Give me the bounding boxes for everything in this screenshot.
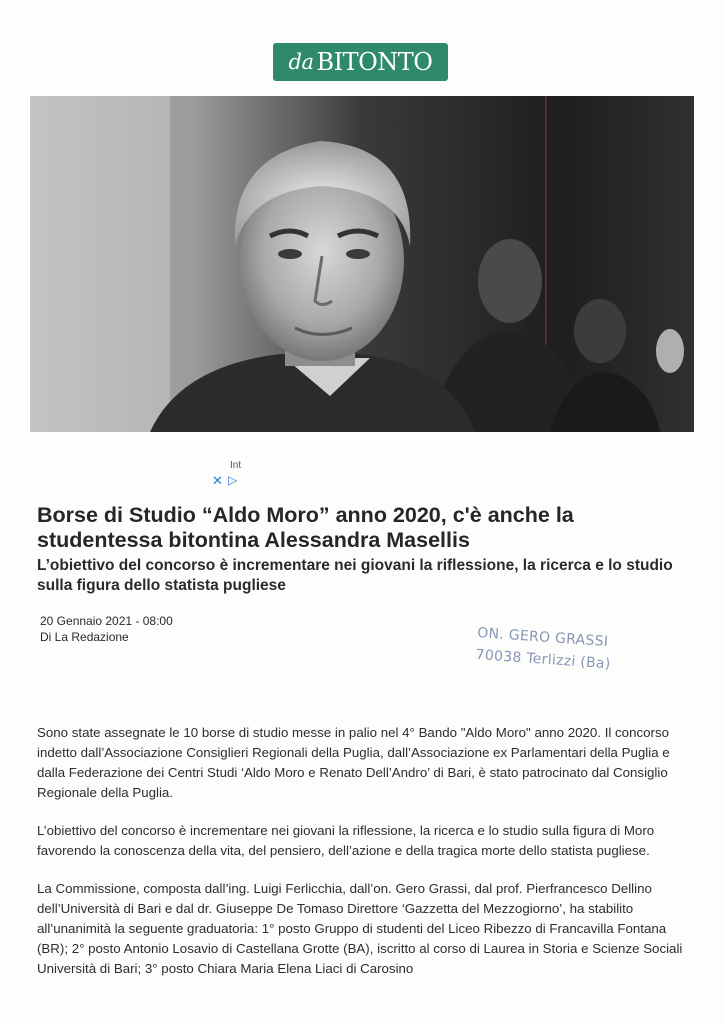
article-headline: Borse di Studio “Aldo Moro” anno 2020, c'è anche la studentessa bitontina Alessandra Masellis: [37, 503, 574, 552]
article-meta: [40, 613, 173, 645]
close-icon[interactable]: ✕: [212, 473, 223, 488]
ad-label: Int: [230, 460, 242, 471]
ad-choices-badge[interactable]: [212, 460, 252, 490]
article-subtitle: L’obiettivo del concorso è incrementare nei giovani la riflessione, la ricerca e lo studio sulla figura dello statista pugliese: [37, 557, 673, 594]
article-paragraph: L’obiettivo del concorso è incrementare nei giovani la riflessione, la ricerca e lo studio sulla figura di Moro favorendo la conoscenza della vita, del pensiero, dell’azione e della tragica morte dello statista pugliese.: [37, 823, 655, 858]
stamp-line-2: 70038 Terlizzi (Ba): [475, 646, 612, 673]
article-body: [37, 723, 687, 997]
ad-choices-icon[interactable]: ▷: [228, 473, 238, 487]
hero-photo-graphic: [30, 96, 694, 432]
site-logo[interactable]: [273, 43, 448, 81]
article-date: 20 Gennaio 2021 - 08:00: [40, 614, 173, 628]
stamp-line-1: ON. GERO GRASSI: [476, 624, 609, 651]
article-author[interactable]: Di La Redazione: [40, 630, 129, 644]
article-hero-photo: [30, 96, 694, 432]
logo-name: BITONTO: [316, 48, 433, 76]
article-paragraph: Sono state assegnate le 10 borse di studio messe in palio nel 4° Bando "Aldo Moro" anno 2020. Il concorso indetto dall’Associazione Consiglieri Regionali della Puglia, dall’Associazione ex Parlamentari della Puglia e dalla Federazione dei Centri Studi ‘Aldo Moro e Renato Dell’Andro’ di Bari, è stato patrocinato dal Consiglio Regionale della Puglia.: [37, 725, 670, 800]
stamp: [475, 622, 658, 678]
article-paragraph: La Commissione, composta dall’ing. Luigi Ferlicchia, dall’on. Gero Grassi, dal prof. Pierfrancesco Dellino dell’Università di Bari e dal dr. Giuseppe De Tomaso Direttore ‘Gazzetta del Mezzogiorno’, ha stabilito all’unanimità la seguente graduatoria: 1° posto Gruppo di studenti del Liceo Ribezzo di Francavilla Fontana (BR); 2° posto Antonio Losavio di Castellana Grotte (BA), iscritto al corso di Laurea in Storia e Scienze Sociali Università di Bari; 3° posto Chiara Maria Elena Liaci di Carosino: [37, 881, 683, 976]
logo-prefix: da: [288, 50, 314, 74]
